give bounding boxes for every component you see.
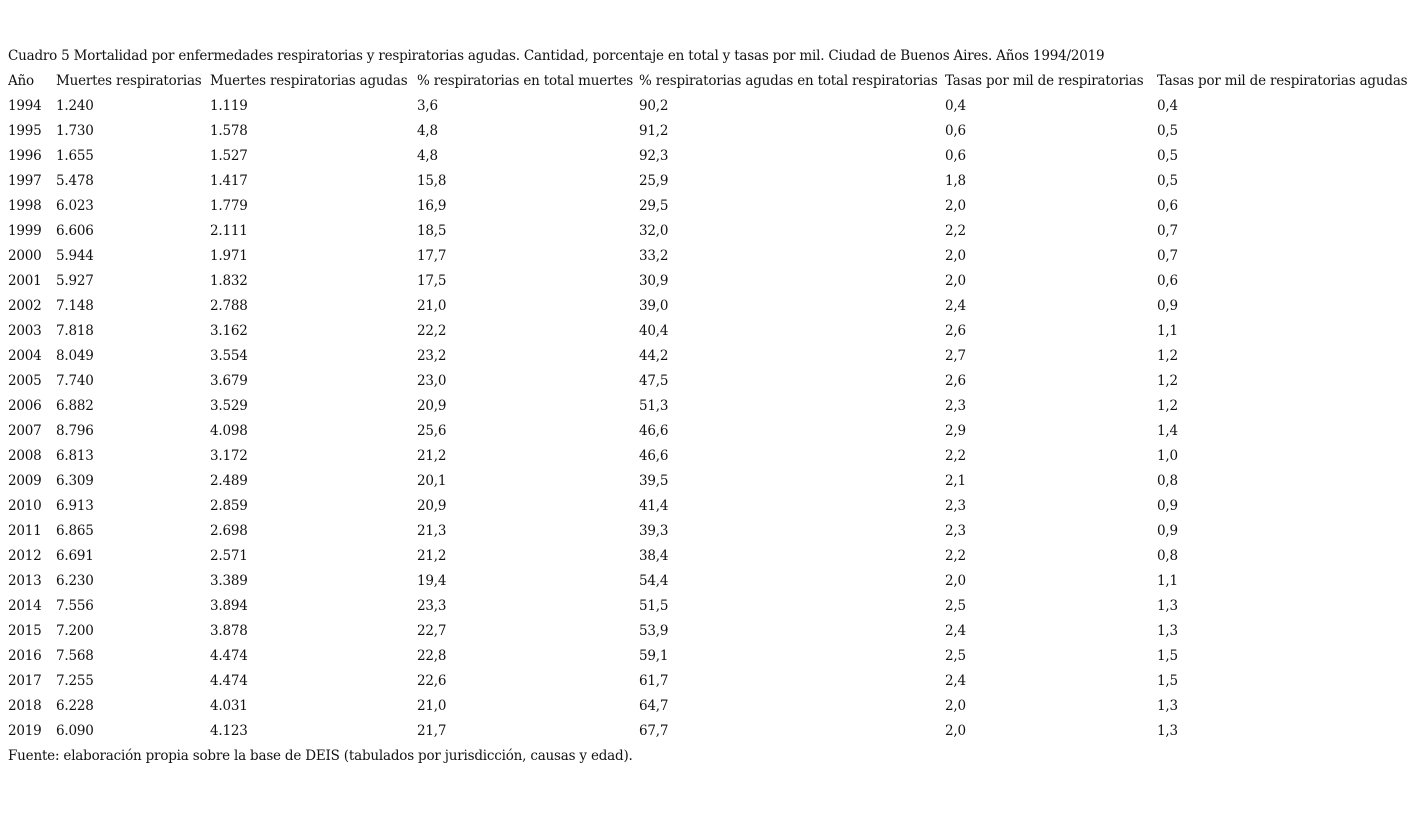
cell-acute-respiratory-deaths: 3.894	[210, 598, 248, 614]
cell-pct-respiratory-total: 21,0	[417, 298, 447, 314]
cell-year: 1996	[8, 148, 42, 164]
cell-rate-acute-respiratory: 1,1	[1157, 323, 1178, 339]
cell-pct-respiratory-total: 23,3	[417, 598, 447, 614]
cell-pct-respiratory-total: 17,5	[417, 273, 447, 289]
cell-rate-respiratory: 0,6	[945, 123, 966, 139]
cell-acute-respiratory-deaths: 3.162	[210, 323, 248, 339]
cell-rate-respiratory: 2,1	[945, 473, 966, 489]
cell-pct-acute-in-respiratory: 53,9	[639, 623, 669, 639]
table-row	[8, 669, 1418, 694]
cell-pct-respiratory-total: 22,2	[417, 323, 447, 339]
table-row	[8, 469, 1418, 494]
cell-rate-respiratory: 2,0	[945, 723, 966, 739]
cell-rate-acute-respiratory: 0,8	[1157, 548, 1178, 564]
cell-acute-respiratory-deaths: 1.578	[210, 123, 248, 139]
cell-rate-respiratory: 2,7	[945, 348, 966, 364]
column-header-acute-respiratory-deaths: Muertes respiratorias agudas	[210, 73, 408, 89]
cell-rate-respiratory: 2,0	[945, 698, 966, 714]
cell-respiratory-deaths: 7.148	[56, 298, 94, 314]
cell-pct-acute-in-respiratory: 51,5	[639, 598, 669, 614]
table-row	[8, 144, 1418, 169]
cell-pct-acute-in-respiratory: 51,3	[639, 398, 669, 414]
cell-acute-respiratory-deaths: 1.119	[210, 98, 248, 114]
cell-rate-acute-respiratory: 1,3	[1157, 698, 1178, 714]
cell-pct-acute-in-respiratory: 54,4	[639, 573, 669, 589]
column-header-pct-respiratory-total: % respiratorias en total muertes	[417, 73, 634, 89]
table-row	[8, 344, 1418, 369]
column-header-pct-acute-in-respiratory: % respiratorias agudas en total respiratorias	[639, 73, 938, 89]
cell-acute-respiratory-deaths: 3.554	[210, 348, 248, 364]
cell-pct-respiratory-total: 20,1	[417, 473, 447, 489]
cell-rate-respiratory: 2,0	[945, 248, 966, 264]
cell-pct-respiratory-total: 22,7	[417, 623, 447, 639]
cell-year: 2014	[8, 598, 42, 614]
table-body	[8, 94, 1418, 744]
table-row	[8, 94, 1418, 119]
cell-rate-acute-respiratory: 1,2	[1157, 398, 1178, 414]
cell-year: 2009	[8, 473, 42, 489]
cell-rate-respiratory: 2,2	[945, 448, 966, 464]
cell-respiratory-deaths: 7.255	[56, 673, 94, 689]
table-row	[8, 369, 1418, 394]
cell-year: 2012	[8, 548, 42, 564]
cell-acute-respiratory-deaths: 2.788	[210, 298, 248, 314]
cell-acute-respiratory-deaths: 2.571	[210, 548, 248, 564]
cell-respiratory-deaths: 6.865	[56, 523, 94, 539]
source-note: Fuente: elaboración propia sobre la base de DEIS (tabulados por jurisdicción, causas y edad).	[8, 748, 633, 764]
cell-pct-respiratory-total: 16,9	[417, 198, 447, 214]
cell-acute-respiratory-deaths: 3.389	[210, 573, 248, 589]
cell-pct-respiratory-total: 18,5	[417, 223, 447, 239]
cell-acute-respiratory-deaths: 3.878	[210, 623, 248, 639]
cell-acute-respiratory-deaths: 4.123	[210, 723, 248, 739]
cell-pct-acute-in-respiratory: 67,7	[639, 723, 669, 739]
cell-pct-acute-in-respiratory: 46,6	[639, 423, 669, 439]
cell-pct-respiratory-total: 20,9	[417, 498, 447, 514]
cell-respiratory-deaths: 6.691	[56, 548, 94, 564]
cell-pct-respiratory-total: 20,9	[417, 398, 447, 414]
cell-pct-respiratory-total: 19,4	[417, 573, 447, 589]
cell-rate-acute-respiratory: 1,5	[1157, 673, 1178, 689]
cell-pct-respiratory-total: 23,2	[417, 348, 447, 364]
cell-acute-respiratory-deaths: 1.417	[210, 173, 248, 189]
cell-pct-acute-in-respiratory: 91,2	[639, 123, 669, 139]
cell-rate-acute-respiratory: 1,3	[1157, 598, 1178, 614]
cell-rate-respiratory: 2,5	[945, 598, 966, 614]
cell-rate-acute-respiratory: 1,3	[1157, 623, 1178, 639]
table-row	[8, 444, 1418, 469]
cell-year: 2015	[8, 623, 42, 639]
cell-rate-respiratory: 2,6	[945, 373, 966, 389]
cell-rate-respiratory: 0,4	[945, 98, 966, 114]
cell-respiratory-deaths: 6.813	[56, 448, 94, 464]
table-row	[8, 419, 1418, 444]
cell-acute-respiratory-deaths: 1.527	[210, 148, 248, 164]
cell-rate-respiratory: 2,4	[945, 623, 966, 639]
cell-rate-acute-respiratory: 0,9	[1157, 298, 1178, 314]
cell-acute-respiratory-deaths: 4.098	[210, 423, 248, 439]
cell-respiratory-deaths: 5.478	[56, 173, 94, 189]
cell-respiratory-deaths: 7.556	[56, 598, 94, 614]
cell-pct-acute-in-respiratory: 44,2	[639, 348, 669, 364]
cell-year: 2002	[8, 298, 42, 314]
cell-rate-acute-respiratory: 0,5	[1157, 148, 1178, 164]
document	[8, 44, 1418, 769]
cell-rate-acute-respiratory: 0,9	[1157, 523, 1178, 539]
cell-pct-acute-in-respiratory: 64,7	[639, 698, 669, 714]
cell-rate-acute-respiratory: 0,5	[1157, 123, 1178, 139]
column-header-rate-acute-respiratory: Tasas por mil de respiratorias agudas	[1157, 73, 1408, 89]
cell-pct-acute-in-respiratory: 59,1	[639, 648, 669, 664]
cell-rate-acute-respiratory: 0,5	[1157, 173, 1178, 189]
cell-rate-respiratory: 2,3	[945, 398, 966, 414]
table-row	[8, 319, 1418, 344]
cell-pct-acute-in-respiratory: 39,0	[639, 298, 669, 314]
cell-pct-respiratory-total: 3,6	[417, 98, 438, 114]
cell-pct-respiratory-total: 25,6	[417, 423, 447, 439]
cell-rate-respiratory: 2,2	[945, 223, 966, 239]
cell-rate-respiratory: 2,3	[945, 523, 966, 539]
cell-respiratory-deaths: 6.913	[56, 498, 94, 514]
column-header-year: Año	[8, 73, 34, 89]
cell-respiratory-deaths: 7.818	[56, 323, 94, 339]
cell-rate-acute-respiratory: 1,0	[1157, 448, 1178, 464]
cell-rate-respiratory: 2,0	[945, 273, 966, 289]
cell-acute-respiratory-deaths: 2.111	[210, 223, 248, 239]
table-row	[8, 219, 1418, 244]
cell-year: 2016	[8, 648, 42, 664]
table-row	[8, 169, 1418, 194]
cell-rate-respiratory: 2,3	[945, 498, 966, 514]
cell-rate-respiratory: 2,6	[945, 323, 966, 339]
cell-pct-respiratory-total: 21,0	[417, 698, 447, 714]
cell-acute-respiratory-deaths: 3.679	[210, 373, 248, 389]
cell-pct-acute-in-respiratory: 39,3	[639, 523, 669, 539]
mortality-table	[8, 69, 1418, 744]
table-row	[8, 644, 1418, 669]
cell-rate-acute-respiratory: 1,1	[1157, 573, 1178, 589]
table-row	[8, 519, 1418, 544]
cell-year: 2001	[8, 273, 42, 289]
cell-rate-respiratory: 2,9	[945, 423, 966, 439]
cell-rate-acute-respiratory: 1,5	[1157, 648, 1178, 664]
cell-pct-acute-in-respiratory: 90,2	[639, 98, 669, 114]
cell-year: 2010	[8, 498, 42, 514]
cell-rate-acute-respiratory: 0,4	[1157, 98, 1178, 114]
cell-year: 1999	[8, 223, 42, 239]
cell-respiratory-deaths: 7.568	[56, 648, 94, 664]
cell-year: 2004	[8, 348, 42, 364]
table-row	[8, 544, 1418, 569]
cell-rate-acute-respiratory: 0,6	[1157, 273, 1178, 289]
cell-pct-respiratory-total: 15,8	[417, 173, 447, 189]
cell-rate-respiratory: 2,2	[945, 548, 966, 564]
cell-respiratory-deaths: 5.944	[56, 248, 94, 264]
cell-year: 2003	[8, 323, 42, 339]
column-header-respiratory-deaths: Muertes respiratorias	[56, 73, 202, 89]
cell-pct-respiratory-total: 21,2	[417, 548, 447, 564]
cell-year: 2011	[8, 523, 42, 539]
table-caption: Cuadro 5 Mortalidad por enfermedades respiratorias y respiratorias agudas. Cantidad, porcentaje en total y tasas por mil. Ciudad de Buenos Aires. Años 1994/2019	[8, 48, 1105, 64]
table-row	[8, 194, 1418, 219]
cell-year: 2018	[8, 698, 42, 714]
cell-rate-acute-respiratory: 1,4	[1157, 423, 1178, 439]
cell-year: 2019	[8, 723, 42, 739]
cell-year: 2007	[8, 423, 42, 439]
cell-pct-acute-in-respiratory: 38,4	[639, 548, 669, 564]
cell-respiratory-deaths: 6.228	[56, 698, 94, 714]
table-row	[8, 294, 1418, 319]
cell-rate-acute-respiratory: 0,8	[1157, 473, 1178, 489]
cell-respiratory-deaths: 7.200	[56, 623, 94, 639]
cell-pct-respiratory-total: 17,7	[417, 248, 447, 264]
cell-pct-respiratory-total: 21,2	[417, 448, 447, 464]
cell-respiratory-deaths: 7.740	[56, 373, 94, 389]
cell-rate-respiratory: 2,5	[945, 648, 966, 664]
cell-respiratory-deaths: 5.927	[56, 273, 94, 289]
cell-acute-respiratory-deaths: 3.172	[210, 448, 248, 464]
cell-pct-acute-in-respiratory: 40,4	[639, 323, 669, 339]
cell-rate-respiratory: 2,4	[945, 298, 966, 314]
cell-rate-respiratory: 1,8	[945, 173, 966, 189]
table-row	[8, 269, 1418, 294]
table-row	[8, 719, 1418, 744]
table-row	[8, 394, 1418, 419]
table-row	[8, 694, 1418, 719]
cell-respiratory-deaths: 6.882	[56, 398, 94, 414]
cell-respiratory-deaths: 6.023	[56, 198, 94, 214]
cell-respiratory-deaths: 1.240	[56, 98, 94, 114]
cell-year: 2017	[8, 673, 42, 689]
cell-year: 1997	[8, 173, 42, 189]
cell-pct-acute-in-respiratory: 61,7	[639, 673, 669, 689]
cell-acute-respiratory-deaths: 4.031	[210, 698, 248, 714]
cell-pct-respiratory-total: 22,6	[417, 673, 447, 689]
cell-rate-acute-respiratory: 0,9	[1157, 498, 1178, 514]
table-row	[8, 244, 1418, 269]
cell-pct-acute-in-respiratory: 29,5	[639, 198, 669, 214]
cell-year: 2000	[8, 248, 42, 264]
cell-respiratory-deaths: 6.309	[56, 473, 94, 489]
cell-rate-respiratory: 2,0	[945, 198, 966, 214]
column-header-rate-respiratory: Tasas por mil de respiratorias	[945, 73, 1144, 89]
cell-rate-acute-respiratory: 1,3	[1157, 723, 1178, 739]
cell-acute-respiratory-deaths: 1.779	[210, 198, 248, 214]
cell-pct-acute-in-respiratory: 41,4	[639, 498, 669, 514]
cell-rate-respiratory: 2,0	[945, 573, 966, 589]
cell-rate-respiratory: 2,4	[945, 673, 966, 689]
cell-pct-acute-in-respiratory: 92,3	[639, 148, 669, 164]
cell-respiratory-deaths: 6.230	[56, 573, 94, 589]
cell-pct-acute-in-respiratory: 46,6	[639, 448, 669, 464]
cell-year: 1998	[8, 198, 42, 214]
cell-pct-acute-in-respiratory: 25,9	[639, 173, 669, 189]
cell-rate-acute-respiratory: 0,6	[1157, 198, 1178, 214]
cell-acute-respiratory-deaths: 1.971	[210, 248, 248, 264]
cell-acute-respiratory-deaths: 4.474	[210, 673, 248, 689]
cell-pct-respiratory-total: 21,7	[417, 723, 447, 739]
cell-respiratory-deaths: 6.090	[56, 723, 94, 739]
table-row	[8, 619, 1418, 644]
cell-pct-respiratory-total: 4,8	[417, 148, 438, 164]
cell-respiratory-deaths: 6.606	[56, 223, 94, 239]
cell-rate-acute-respiratory: 0,7	[1157, 248, 1178, 264]
cell-respiratory-deaths: 1.655	[56, 148, 94, 164]
cell-rate-acute-respiratory: 1,2	[1157, 373, 1178, 389]
cell-acute-respiratory-deaths: 4.474	[210, 648, 248, 664]
cell-rate-respiratory: 0,6	[945, 148, 966, 164]
cell-pct-acute-in-respiratory: 33,2	[639, 248, 669, 264]
cell-respiratory-deaths: 8.049	[56, 348, 94, 364]
cell-year: 2008	[8, 448, 42, 464]
cell-year: 1995	[8, 123, 42, 139]
cell-pct-respiratory-total: 23,0	[417, 373, 447, 389]
cell-acute-respiratory-deaths: 2.698	[210, 523, 248, 539]
cell-respiratory-deaths: 8.796	[56, 423, 94, 439]
cell-pct-acute-in-respiratory: 47,5	[639, 373, 669, 389]
cell-acute-respiratory-deaths: 3.529	[210, 398, 248, 414]
cell-pct-respiratory-total: 22,8	[417, 648, 447, 664]
cell-year: 2005	[8, 373, 42, 389]
cell-rate-acute-respiratory: 1,2	[1157, 348, 1178, 364]
cell-acute-respiratory-deaths: 2.859	[210, 498, 248, 514]
table-row	[8, 594, 1418, 619]
cell-pct-acute-in-respiratory: 30,9	[639, 273, 669, 289]
cell-rate-acute-respiratory: 0,7	[1157, 223, 1178, 239]
cell-pct-respiratory-total: 21,3	[417, 523, 447, 539]
table-row	[8, 119, 1418, 144]
cell-pct-respiratory-total: 4,8	[417, 123, 438, 139]
cell-pct-acute-in-respiratory: 32,0	[639, 223, 669, 239]
table-header-row	[8, 69, 1418, 94]
cell-respiratory-deaths: 1.730	[56, 123, 94, 139]
cell-pct-acute-in-respiratory: 39,5	[639, 473, 669, 489]
cell-acute-respiratory-deaths: 2.489	[210, 473, 248, 489]
cell-year: 2006	[8, 398, 42, 414]
cell-year: 1994	[8, 98, 42, 114]
table-row	[8, 494, 1418, 519]
table-row	[8, 569, 1418, 594]
cell-year: 2013	[8, 573, 42, 589]
cell-acute-respiratory-deaths: 1.832	[210, 273, 248, 289]
